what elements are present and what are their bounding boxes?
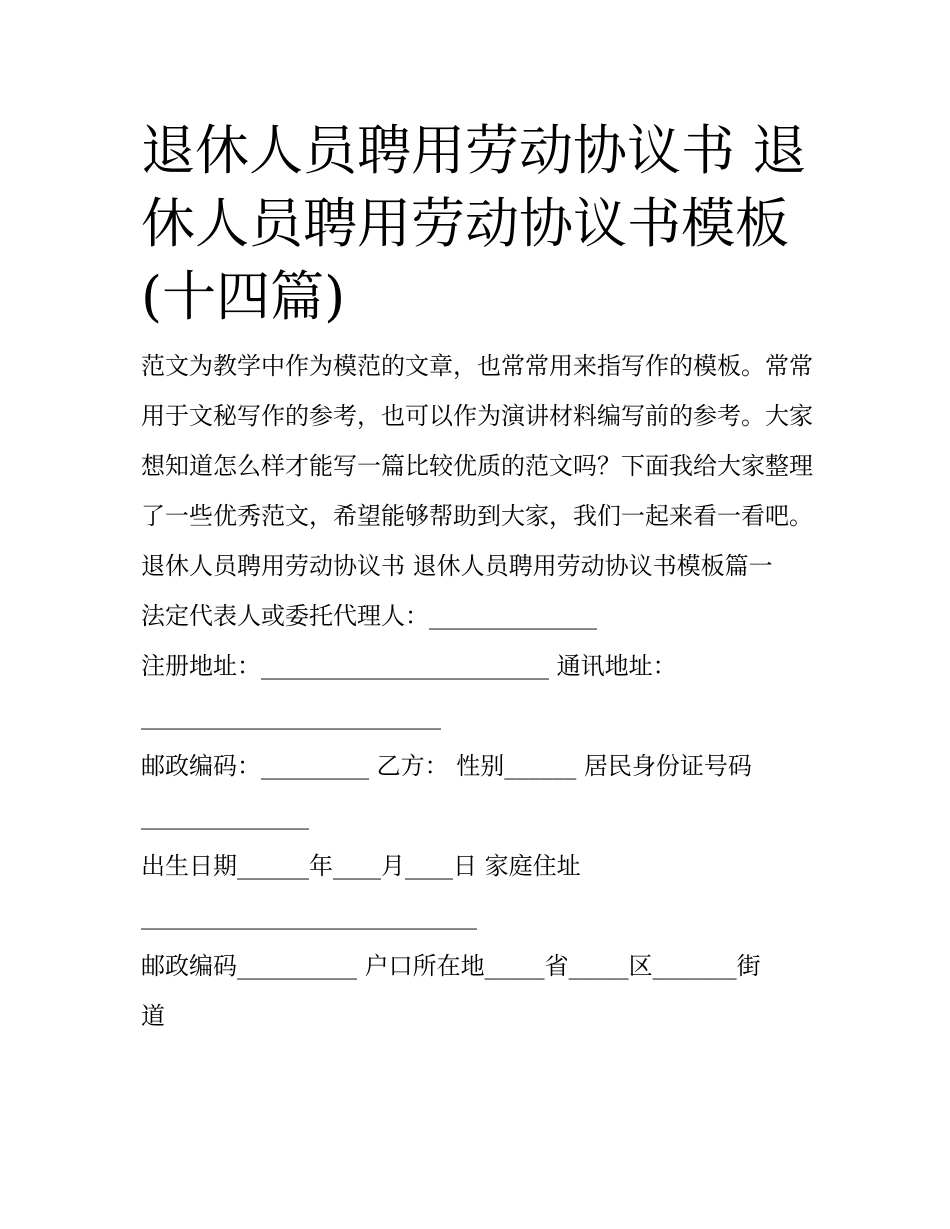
section-heading: 退休人员聘用劳动协议书 退休人员聘用劳动协议书模板篇一 bbox=[141, 552, 773, 580]
document-title: 退休人员聘用劳动协议书 退休人员聘用劳动协议书模板(十四篇) bbox=[141, 119, 807, 328]
document-page bbox=[141, 114, 821, 1041]
registered-address-line: 注册地址：________________________ 通讯地址： bbox=[141, 652, 677, 680]
household-registration-line: 邮政编码__________ 户口所在地_____省_____区_______街 bbox=[141, 952, 761, 980]
agreement-fields bbox=[141, 541, 821, 1041]
mailing-address-blank: _________________________ bbox=[141, 702, 441, 730]
legal-representative-line: 法定代表人或委托代理人：______________ bbox=[141, 602, 597, 630]
birth-date-line: 出生日期______年____月____日 家庭住址 bbox=[141, 852, 581, 880]
home-address-blank: ____________________________ bbox=[141, 902, 477, 930]
street-suffix-line: 道 bbox=[141, 1002, 165, 1030]
intro-paragraph: 范文为教学中作为模范的文章，也常常用来指写作的模板。常常用于文秘写作的参考，也可以作为演讲材料编写前的参考。大家想知道怎么样才能写一篇比较优质的范文吗？下面我给大家整理了一些优秀范文，希望能够帮助到大家，我们一起来看一看吧。 bbox=[141, 352, 813, 530]
postcode-party-b-line: 邮政编码：_________ 乙方： 性别______ 居民身份证号码 bbox=[141, 752, 752, 780]
id-number-blank: ______________ bbox=[141, 802, 309, 830]
